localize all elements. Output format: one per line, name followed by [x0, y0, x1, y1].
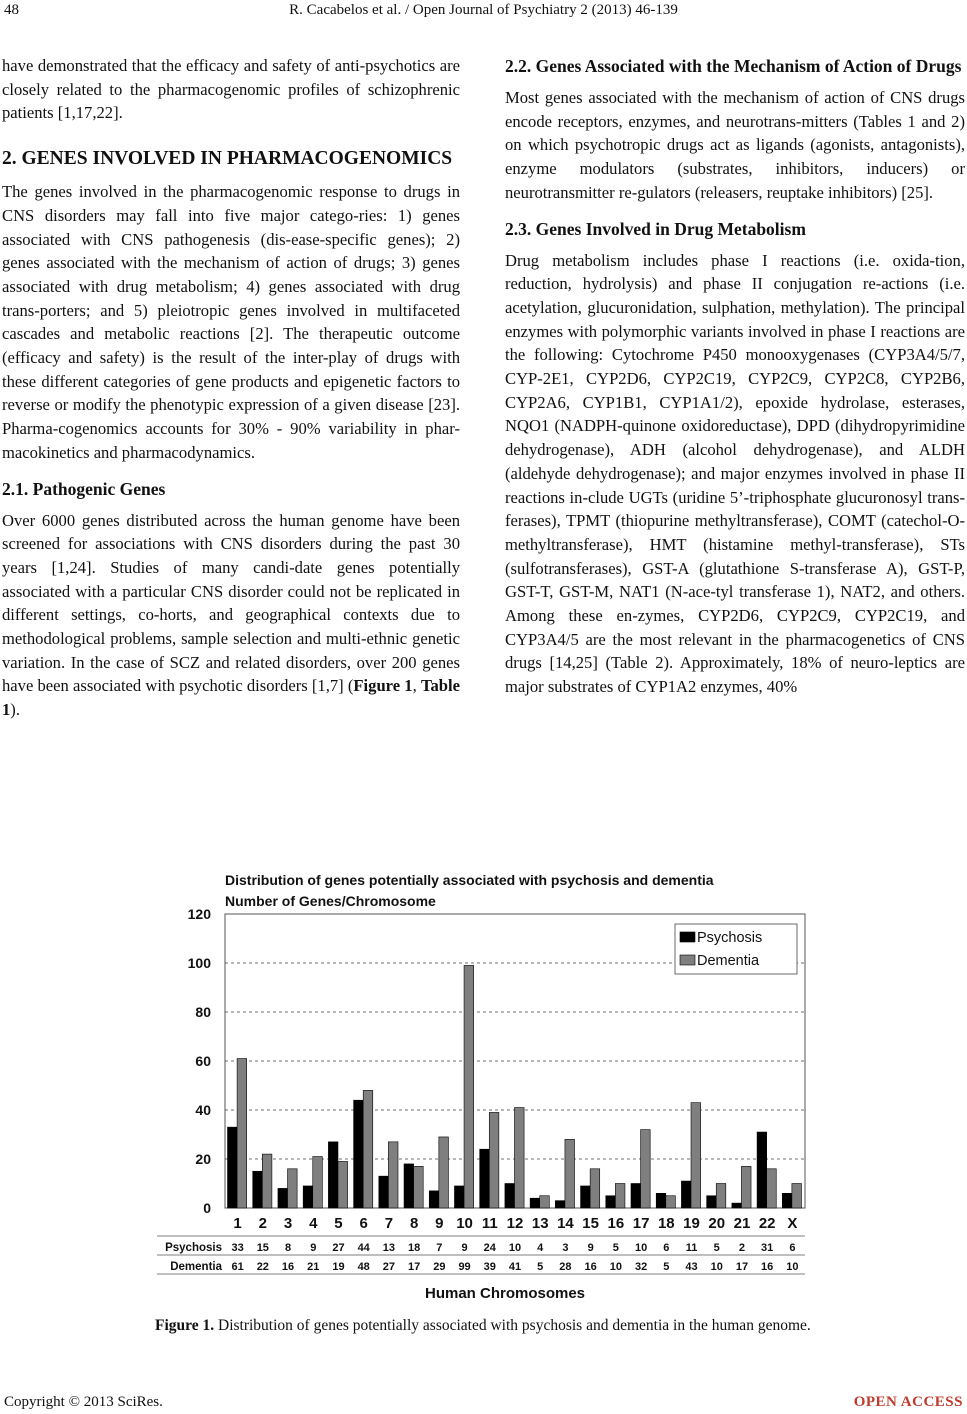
bar-dementia	[741, 1166, 751, 1208]
table-value: 10	[508, 1242, 522, 1254]
bar-dementia	[338, 1161, 348, 1208]
bar-dementia	[414, 1166, 424, 1208]
bar-dementia	[313, 1157, 323, 1208]
bar-dementia	[288, 1169, 298, 1208]
x-tick-label: 9	[435, 1215, 444, 1232]
x-tick-label: 15	[582, 1215, 599, 1232]
table-value: 17	[735, 1261, 749, 1273]
table-value: 17	[408, 1261, 421, 1273]
bar-psychosis	[656, 1193, 666, 1208]
bar-psychosis	[354, 1100, 364, 1208]
open-access-label[interactable]: OPEN ACCESS	[853, 1394, 963, 1410]
table-value: 29	[433, 1261, 446, 1273]
bar-dementia	[716, 1184, 726, 1209]
bar-dementia	[489, 1112, 499, 1208]
bar-dementia	[464, 965, 474, 1208]
table-value: 10	[634, 1242, 648, 1254]
table-series-label: Dementia	[170, 1261, 222, 1273]
y-tick-label: 20	[195, 1151, 211, 1167]
table-reference-link[interactable]: Table 1	[2, 676, 460, 720]
chart-subtitle: Number of Genes/Chromosome	[225, 893, 436, 909]
bar-dementia	[590, 1169, 600, 1208]
bar-dementia	[439, 1137, 449, 1208]
table-value: 5	[663, 1261, 670, 1273]
table-value: 18	[408, 1242, 421, 1254]
bar-dementia	[540, 1196, 550, 1208]
table-value: 41	[508, 1261, 522, 1273]
table-value: 16	[761, 1261, 774, 1273]
x-tick-label: 1	[233, 1215, 242, 1232]
bar-psychosis	[429, 1191, 439, 1208]
gene-distribution-chart	[155, 866, 815, 1306]
bar-psychosis	[253, 1171, 263, 1208]
bar-dementia	[388, 1142, 398, 1208]
table-value: 9	[461, 1242, 468, 1254]
bar-dementia	[691, 1103, 701, 1208]
table-value: 28	[559, 1261, 572, 1273]
table-value: 61	[231, 1261, 244, 1273]
x-tick-label: 21	[733, 1215, 751, 1232]
table-series-label: Psychosis	[165, 1242, 222, 1254]
x-axis-label: Human Chromosomes	[424, 1285, 586, 1302]
x-tick-label: 18	[657, 1215, 675, 1232]
bar-psychosis	[530, 1198, 540, 1208]
table-value: 15	[256, 1242, 269, 1254]
table-value: 43	[685, 1261, 698, 1273]
table-value: 31	[761, 1242, 774, 1254]
page-header	[0, 0, 967, 30]
bar-psychosis	[278, 1188, 288, 1208]
table-value: 6	[789, 1242, 796, 1254]
x-tick-label: 4	[309, 1215, 318, 1232]
right-column	[505, 54, 965, 709]
section23-heading: 2.3. Genes Involved in Drug Metabolism	[505, 218, 806, 239]
table-value: 3	[562, 1242, 569, 1254]
bar-dementia	[666, 1196, 676, 1208]
bar-dementia	[615, 1184, 625, 1209]
x-tick-label: 7	[384, 1215, 394, 1232]
table-value: 44	[357, 1242, 370, 1254]
bar-psychosis	[328, 1142, 338, 1208]
x-tick-label: 22	[758, 1215, 776, 1232]
x-tick-label: 19	[683, 1215, 700, 1232]
y-tick-label: 120	[187, 906, 211, 922]
y-tick-label: 100	[187, 955, 211, 971]
table-value: 8	[284, 1242, 292, 1254]
table-value: 27	[332, 1242, 345, 1254]
table-value: 22	[256, 1261, 269, 1273]
table-value: 10	[786, 1261, 799, 1273]
left-column	[2, 54, 460, 732]
bar-dementia	[237, 1059, 247, 1208]
section22-paragraph: Most genes associated with the mechanism of action of CNS drugs encode receptors, enzymes, and neurotrans-mitters (Tables 1 and 2) on which psychotropic drugs act as ligands (agonists, antagonists), enzyme modulators (substrates, inhibitors, inducers) or neurotransmitter re-gulators (releasers, reuptake inhibitors) [25].	[505, 88, 965, 202]
table-value: 16	[281, 1261, 295, 1273]
running-title: R. Cacabelos et al. / Open Journal of Psychiatry 2 (2013) 46-139	[289, 2, 678, 18]
bar-dementia	[363, 1090, 373, 1208]
bar-dementia	[262, 1154, 272, 1208]
x-tick-label: 8	[409, 1215, 419, 1232]
table-value: 19	[332, 1261, 345, 1273]
bar-psychosis	[757, 1132, 767, 1208]
bar-psychosis	[505, 1184, 515, 1209]
section23-paragraph: Drug metabolism includes phase I reactions (i.e. oxida-tion, reduction, hydrolysis) and phase II conjugation re-actions (i.e. acetylation, glucuronidation, sulphation, methylation). The principal enzymes with polymorphic variants involved in phase I reactions are the following: Cytochrome P450 monooxygenases (CYP3A4/5/7, CYP-2E1, CYP2D6, CYP2C19, CYP2C9, CYP2C8, CYP2B6, CYP2A6, CYP1B1, CYP1A1/2), epoxide hydrolase, esterases, NQO1 (NADPH-quinone oxidoreductase), DPD (dihydropyrimidine dehydrogenase), ADH (alcohol dehydrogenase), and ALDH (aldehyde dehydrogenase); and major enzymes involved in phase II reactions in-clude UGTs (uridine 5’-triphosphate glucuronosyl trans-ferases), TPMT (thiopurine methyltransferase), COMT (catechol-O-methyltransferase), HMT (histamine methyl-transferase), STs (sulfotransferases), GST-A (glutathione S-transferase A), GST-P, GST-T, GST-M, NAT1 (N-ace-tyl transferase 1), NAT2, and others. Among these en-zymes, CYP2D6, CYP2C9, CYP2C19, and CYP3A4/5 are the most relevant in the pharmacogenetics of CNS drugs [14,25] (Table 2). Approximately, 18% of neuro-leptics are major substrates of CYP1A2 enzymes, 40%	[505, 250, 965, 697]
bar-psychosis	[782, 1193, 792, 1208]
x-tick-label: 10	[456, 1215, 473, 1232]
section21-paragraph	[2, 509, 460, 722]
bar-dementia	[514, 1108, 524, 1208]
bar-psychosis	[681, 1181, 691, 1208]
table-value: 99	[458, 1261, 471, 1273]
x-tick-label: 13	[531, 1215, 549, 1232]
table-value: 4	[537, 1242, 544, 1254]
bar-dementia	[641, 1130, 651, 1208]
table-value: 33	[231, 1242, 244, 1254]
legend-label: Psychosis	[697, 930, 763, 946]
y-tick-label: 80	[195, 1004, 211, 1020]
x-tick-label: 6	[359, 1215, 368, 1232]
x-tick-label: 12	[506, 1215, 524, 1232]
bar-psychosis	[707, 1196, 717, 1208]
table-value: 5	[713, 1242, 720, 1254]
bar-psychosis	[732, 1203, 742, 1208]
table-value: 6	[663, 1242, 670, 1254]
bar-psychosis	[454, 1186, 464, 1208]
x-tick-label: 20	[708, 1215, 726, 1232]
legend-swatch	[680, 932, 695, 942]
section21-text: Over 6000 genes distributed across the human genome have been screened for associations with CNS disorders during the past 30 years [1,24]. Studies of many candi-date genes potentially associated with a particular CNS disorder could not be replicated in different settings, co-horts, and geographical contexts due to methodological problems, sample selection and multi-ethnic genetic variation. In the case of SCZ and related disorders, over 200 genes have been associated with psychotic disorders [1,7] (	[2, 510, 460, 696]
y-tick-label: 60	[195, 1053, 211, 1069]
bar-psychosis	[303, 1186, 313, 1208]
table-value: 48	[357, 1261, 370, 1273]
bar-dementia	[767, 1169, 777, 1208]
reference-separator: ,	[412, 676, 421, 696]
table-value: 39	[483, 1261, 496, 1273]
bar-psychosis	[480, 1149, 490, 1208]
table-value: 2	[738, 1242, 746, 1254]
table-value: 5	[537, 1261, 544, 1273]
table-value: 13	[382, 1242, 396, 1254]
x-tick-label: 16	[607, 1215, 625, 1232]
legend-label: Dementia	[697, 953, 760, 969]
copyright-text: Copyright © 2013 SciRes.	[4, 1394, 163, 1410]
legend-swatch	[680, 955, 695, 965]
table-value: 24	[483, 1242, 496, 1254]
x-tick-label: 11	[481, 1215, 498, 1232]
bar-psychosis	[631, 1184, 641, 1209]
table-value: 5	[612, 1242, 619, 1254]
x-tick-label: 3	[283, 1215, 293, 1232]
section2-paragraph: The genes involved in the pharmacogenomic response to drugs in CNS disorders may fall into five major catego-ries: 1) genes associated with CNS pathogenesis (dis-ease-specific genes); 2) genes associated with the mechanism of action of drugs; 3) genes associated with drug metabolism; 4) genes associated with drug trans-porters; and 5) pleiotropic genes involved in multifaceted cascades and metabolic reactions [2]. The therapeutic outcome (efficacy and safety) is the result of the inter-play of drugs with these different categories of gene products and epigenetic factors to reverse or modify the phenotypic expression of a given disease [23]. Pharma-cogenomics accounts for 30% - 90% variability in phar-macokinetics and pharmacodynamics.	[2, 182, 460, 462]
bar-psychosis	[606, 1196, 616, 1208]
x-tick-label: 2	[258, 1215, 267, 1232]
intro-paragraph: have demonstrated that the efficacy and safety of anti-psychotics are closely related to the pharmacogenomic profiles of schizophrenic patients [1,17,22].	[2, 56, 460, 123]
table-value: 10	[609, 1261, 622, 1273]
table-value: 10	[710, 1261, 723, 1273]
page-number: 48	[4, 2, 19, 18]
table-value: 32	[634, 1261, 648, 1273]
x-tick-label: 14	[557, 1215, 574, 1232]
bar-psychosis	[555, 1201, 565, 1208]
bar-dementia	[565, 1139, 575, 1208]
table-value: 16	[584, 1261, 597, 1273]
section21-end: ).	[10, 700, 20, 720]
table-value: 21	[307, 1261, 320, 1273]
x-tick-label: 17	[632, 1215, 650, 1232]
bar-psychosis	[404, 1164, 414, 1208]
section21-heading: 2.1. Pathogenic Genes	[2, 478, 166, 499]
x-tick-label: X	[787, 1215, 798, 1232]
table-value: 27	[382, 1261, 396, 1273]
y-tick-label: 40	[195, 1102, 211, 1118]
y-tick-label: 0	[203, 1200, 211, 1216]
table-value: 9	[587, 1242, 594, 1254]
table-value: 11	[685, 1242, 698, 1254]
bar-dementia	[792, 1184, 802, 1209]
x-tick-label: 5	[334, 1215, 343, 1232]
chart-title: Distribution of genes potentially associated with psychosis and dementia	[225, 872, 714, 888]
figure-caption	[155, 1316, 815, 1336]
table-value: 9	[310, 1242, 317, 1254]
bar-psychosis	[581, 1186, 591, 1208]
section22-heading: 2.2. Genes Associated with the Mechanism of Action of Drugs	[505, 56, 962, 76]
bar-psychosis	[379, 1176, 389, 1208]
figure-reference-link[interactable]: Figure 1	[353, 676, 413, 696]
bar-psychosis	[228, 1127, 238, 1208]
section2-heading: 2. GENES INVOLVED IN PHARMACOGENOMICS	[2, 148, 453, 170]
figure-caption-label: Figure 1.	[155, 1317, 215, 1334]
table-value: 7	[436, 1242, 443, 1254]
figure-caption-text: Distribution of genes potentially associated with psychosis and dementia in the human genome.	[214, 1317, 811, 1334]
